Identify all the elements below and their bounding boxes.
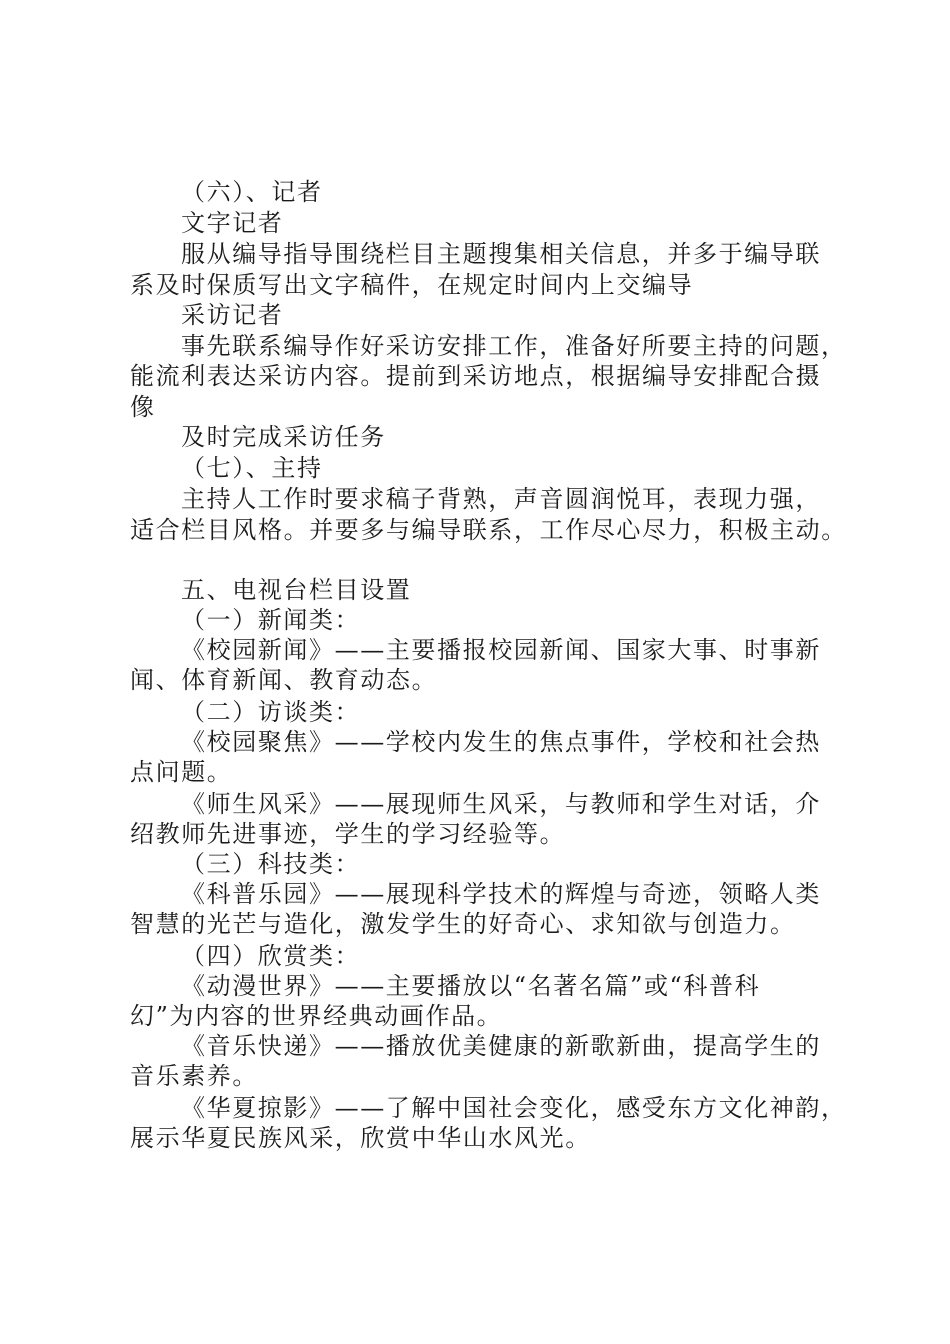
paragraph-line: 《校园新闻》——主要播报校园新闻、国家大事、时事新 bbox=[181, 636, 821, 664]
paragraph-line: 点问题。 bbox=[130, 758, 233, 786]
paragraph-line: 能流利表达采访内容。提前到采访地点，根据编导安排配合摄 bbox=[130, 362, 822, 390]
section-heading-reporter: （六）、记者 bbox=[181, 178, 323, 206]
paragraph-line: 绍教师先进事迹，学生的学习经验等。 bbox=[130, 820, 566, 848]
paragraph-line: 像 bbox=[130, 393, 156, 421]
paragraph-line: 智慧的光芒与造化，激发学生的好奇心、求知欲与创造力。 bbox=[130, 910, 796, 938]
paragraph-line: 《师生风采》——展现师生风采，与教师和学生对话，介 bbox=[181, 790, 821, 818]
category-heading-technology: （三）科技类： bbox=[181, 850, 361, 878]
paragraph-line: 服从编导指导围绕栏目主题搜集相关信息，并多于编导联 bbox=[181, 240, 821, 268]
chapter-heading-tv-columns: 五、电视台栏目设置 bbox=[181, 576, 412, 604]
paragraph-line: 系及时保质写出文字稿件，在规定时间内上交编导 bbox=[130, 271, 694, 299]
paragraph-line: 《华夏掠影》——了解中国社会变化，感受东方文化神韵， bbox=[181, 1094, 847, 1122]
paragraph-line: 闻、体育新闻、教育动态。 bbox=[130, 666, 438, 694]
category-heading-appreciation: （四）欣赏类： bbox=[181, 942, 361, 970]
paragraph-line: 展示华夏民族风采，欣赏中华山水风光。 bbox=[130, 1124, 591, 1152]
paragraph-line: 《音乐快递》——播放优美健康的新歌新曲，提高学生的 bbox=[181, 1032, 821, 1060]
section-heading-host: （七）、主持 bbox=[181, 454, 323, 482]
paragraph-line: 事先联系编导作好采访安排工作，准备好所要主持的问题， bbox=[181, 332, 847, 360]
paragraph-line: 《动漫世界》——主要播放以“名著名篇”或“科普科 bbox=[181, 972, 761, 1000]
paragraph-line: 幻”为内容的世界经典动画作品。 bbox=[130, 1002, 503, 1030]
paragraph-line: 及时完成采访任务 bbox=[181, 423, 386, 451]
paragraph-line: 《校园聚焦》——学校内发生的焦点事件，学校和社会热 bbox=[181, 728, 821, 756]
paragraph-line: 《科普乐园》——展现科学技术的辉煌与奇迹，领略人类 bbox=[181, 880, 821, 908]
subheading-text-reporter: 文字记者 bbox=[181, 209, 284, 237]
paragraph-line: 适合栏目风格。并要多与编导联系，工作尽心尽力，积极主动。 bbox=[130, 516, 847, 544]
subheading-interview-reporter: 采访记者 bbox=[181, 301, 284, 329]
paragraph-line: 音乐素养。 bbox=[130, 1062, 258, 1090]
paragraph-line: 主持人工作时要求稿子背熟，声音圆润悦耳，表现力强， bbox=[181, 485, 821, 513]
category-heading-interview: （二）访谈类： bbox=[181, 698, 361, 726]
category-heading-news: （一）新闻类： bbox=[181, 606, 361, 634]
